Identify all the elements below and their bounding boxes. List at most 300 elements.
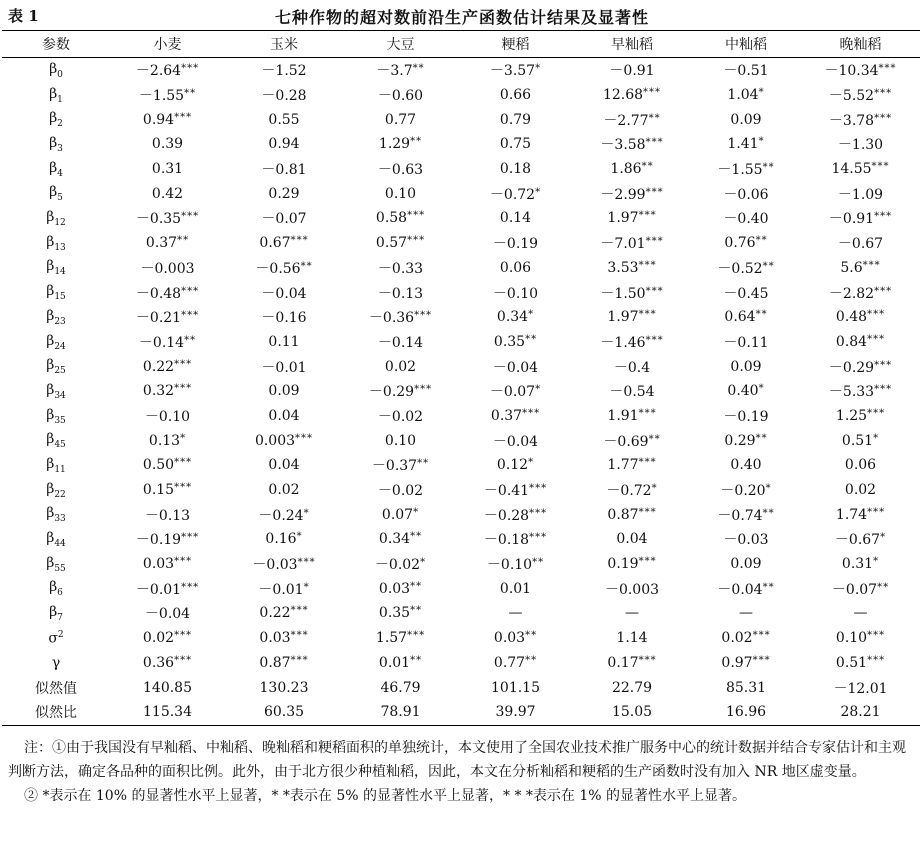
param-subscript: 13: [54, 242, 66, 253]
cell-value: －0.54: [609, 384, 655, 401]
cell-value: 0.003: [254, 432, 296, 449]
cell-value: —: [853, 605, 868, 622]
cell-value: －1.50: [600, 285, 646, 302]
value-cell: [691, 453, 801, 478]
cell-value: －0.14: [377, 334, 424, 351]
value-cell: [110, 404, 225, 429]
cell-value: －0.07: [831, 581, 878, 598]
cell-value: 0.04: [268, 457, 300, 474]
value-cell: [691, 206, 801, 231]
value-cell: [801, 157, 920, 182]
param-cell: [2, 576, 110, 601]
value-cell: [225, 527, 343, 552]
value-cell: [225, 453, 343, 478]
value-cell: [343, 256, 458, 281]
param-cell: [2, 231, 110, 256]
significance-stars: *: [420, 557, 427, 569]
column-header: 中籼稻: [725, 37, 767, 53]
param-symbol: β: [46, 505, 55, 522]
significance-stars: ***: [290, 654, 309, 666]
significance-stars: ***: [174, 358, 193, 370]
cell-value: 0.15: [142, 482, 175, 499]
cell-value: 1.04: [727, 87, 759, 104]
param-subscript: 23: [54, 316, 66, 327]
cell-value: 0.09: [730, 556, 762, 573]
value-cell: [110, 206, 225, 231]
value-cell: [458, 404, 573, 429]
cell-value: 0.03: [142, 556, 175, 573]
significance-stars: ***: [290, 630, 309, 642]
value-cell: [573, 700, 691, 725]
param-symbol: β: [46, 554, 55, 571]
cell-value: 0.97: [721, 654, 753, 671]
cell-value: －0.003: [604, 581, 660, 598]
cell-value: －3.78: [828, 112, 875, 129]
significance-stars: ***: [645, 236, 664, 248]
table-row: [2, 527, 920, 552]
value-cell: [110, 626, 225, 651]
value-cell: [225, 354, 343, 379]
value-cell: [225, 675, 343, 700]
value-cell: [110, 552, 225, 577]
value-cell: [225, 330, 343, 355]
significance-stars: **: [410, 136, 423, 148]
cell-value: －0.19: [723, 408, 769, 425]
significance-stars: ***: [867, 309, 886, 321]
significance-stars: **: [184, 334, 197, 346]
cell-value: －0.01: [258, 581, 304, 598]
cell-value: 0.01: [499, 580, 532, 597]
value-cell: [573, 280, 691, 305]
cell-value: 0.84: [835, 333, 868, 350]
significance-stars: ***: [867, 506, 886, 518]
cell-value: －0.04: [492, 433, 539, 450]
param-symbol: β: [46, 283, 55, 300]
value-cell: [225, 626, 343, 651]
significance-stars: **: [755, 235, 768, 247]
cell-value: －0.13: [377, 285, 424, 302]
value-cell: [691, 132, 801, 157]
cell-value: 0.03: [493, 630, 526, 647]
significance-stars: ***: [752, 654, 771, 666]
value-cell: [458, 651, 573, 676]
cell-value: 39.97: [495, 704, 536, 721]
value-cell: [801, 502, 920, 527]
value-cell: [225, 231, 343, 256]
cell-value: －0.72: [606, 483, 652, 500]
cell-value: －0.18: [483, 532, 530, 549]
cell-value: 0.06: [499, 259, 532, 276]
value-cell: [458, 379, 573, 404]
cell-value: 0.87: [259, 654, 291, 671]
significance-stars: ***: [174, 482, 193, 494]
value-cell: [801, 675, 920, 700]
value-cell: [225, 206, 343, 231]
cell-value: －0.45: [723, 285, 769, 302]
significance-stars: ***: [174, 111, 193, 123]
significance-stars: ***: [297, 557, 316, 569]
param-symbol: β: [49, 159, 58, 176]
value-cell: [343, 231, 458, 256]
cell-value: －2.82: [828, 285, 875, 302]
cell-value: －0.10: [144, 408, 191, 425]
value-cell: [801, 107, 920, 132]
cell-value: 0.09: [268, 383, 300, 400]
value-cell: [110, 330, 225, 355]
cell-value: －0.16: [261, 310, 307, 327]
cell-value: －0.07: [489, 384, 536, 401]
cell-value: －12.01: [833, 680, 888, 697]
cell-value: －0.33: [377, 260, 424, 277]
table-row: [2, 552, 920, 577]
cell-value: －5.33: [828, 384, 875, 401]
significance-stars: **: [755, 309, 768, 321]
cell-value: －0.06: [723, 186, 769, 203]
significance-stars: ***: [645, 334, 664, 346]
cell-value: －1.09: [837, 186, 884, 203]
value-cell: [691, 576, 801, 601]
value-cell: [458, 206, 573, 231]
cell-value: 60.35: [263, 704, 305, 721]
significance-stars: ***: [290, 235, 309, 247]
value-cell: [458, 305, 573, 330]
param-symbol: β: [46, 455, 55, 472]
value-cell: [458, 231, 573, 256]
significance-stars: ***: [407, 235, 426, 247]
value-cell: [801, 305, 920, 330]
cell-value: 1.14: [616, 630, 648, 647]
cell-value: －1.46: [600, 334, 646, 351]
value-cell: [343, 675, 458, 700]
significance-stars: **: [755, 432, 768, 444]
cell-value: 0.34: [496, 309, 529, 326]
table-row: [2, 626, 920, 651]
value-cell: [343, 651, 458, 676]
value-cell: [110, 428, 225, 453]
significance-stars: **: [762, 260, 775, 272]
table-row: [2, 700, 920, 725]
cell-value: －0.24: [258, 507, 304, 524]
cell-value: 0.40: [727, 383, 759, 400]
cell-value: 0.75: [499, 136, 532, 153]
cell-value: 0.07: [381, 506, 414, 523]
cell-value: －10.34: [824, 63, 879, 80]
cell-value: －3.58: [600, 137, 646, 154]
cell-value: －2.99: [600, 186, 646, 203]
cell-value: 0.57: [375, 235, 408, 252]
param-symbol: β: [49, 579, 58, 596]
param-subscript: 7: [57, 612, 63, 623]
cell-value: 0.10: [384, 432, 417, 449]
significance-stars: **: [525, 333, 538, 345]
value-cell: [110, 354, 225, 379]
value-cell: [343, 404, 458, 429]
value-cell: [343, 478, 458, 503]
value-cell: [225, 58, 343, 83]
value-cell: [573, 626, 691, 651]
cell-value: －0.28: [483, 507, 530, 524]
value-cell: [343, 206, 458, 231]
cell-value: －7.01: [600, 236, 646, 253]
significance-stars: ***: [638, 309, 657, 321]
cell-value: 0.39: [151, 136, 184, 153]
cell-value: 0.12: [496, 457, 529, 474]
value-cell: [343, 157, 458, 182]
cell-value: 115.34: [143, 704, 192, 721]
param-cell: [2, 206, 110, 231]
param-symbol: γ: [51, 654, 61, 671]
table-row: [2, 576, 920, 601]
value-cell: [110, 478, 225, 503]
value-cell: [573, 502, 691, 527]
cell-value: －0.63: [377, 162, 424, 179]
value-cell: [225, 478, 343, 503]
param-symbol: β: [49, 85, 58, 102]
value-cell: [458, 626, 573, 651]
value-cell: [573, 428, 691, 453]
significance-stars: *: [873, 432, 880, 444]
value-cell: [343, 280, 458, 305]
significance-stars: *: [303, 581, 310, 593]
value-cell: [801, 700, 920, 725]
param-subscript: 34: [54, 390, 66, 401]
cell-value: 0.29: [724, 432, 756, 449]
table-row: [2, 231, 920, 256]
value-cell: [343, 576, 458, 601]
cell-value: －0.03: [723, 532, 769, 549]
significance-stars: **: [300, 260, 313, 272]
param-cell: [2, 453, 110, 478]
cell-value: 1.97: [607, 210, 639, 227]
cell-value: 0.02: [721, 630, 753, 647]
value-cell: [573, 107, 691, 132]
cell-value: －0.11: [723, 334, 769, 351]
cell-value: 0.66: [499, 87, 532, 104]
cell-value: －0.81: [261, 162, 307, 179]
value-cell: [110, 651, 225, 676]
param-cell: [2, 107, 110, 132]
cell-value: －0.91: [609, 63, 655, 80]
significance-stars: **: [184, 88, 197, 100]
cell-value: －1.30: [837, 137, 884, 154]
value-cell: [573, 379, 691, 404]
value-cell: [458, 330, 573, 355]
cell-value: 0.02: [384, 358, 417, 375]
cell-value: 46.79: [380, 679, 421, 696]
value-cell: [110, 379, 225, 404]
cell-value: —: [739, 605, 753, 622]
param-cell: [2, 58, 110, 83]
cell-value: 0.42: [151, 185, 184, 202]
cell-value: 0.32: [142, 383, 175, 400]
param-symbol: β: [46, 480, 55, 497]
significance-stars: **: [648, 433, 661, 445]
value-cell: [691, 601, 801, 626]
value-cell: [343, 305, 458, 330]
cell-value: 0.94: [268, 136, 300, 153]
value-cell: [573, 404, 691, 429]
cell-value: －3.57: [489, 63, 536, 80]
param-symbol: β: [49, 60, 58, 77]
value-cell: [801, 231, 920, 256]
cell-value: －0.4: [613, 359, 651, 376]
table-title: 七种作物的超对数前沿生产函数估计结果及显著性: [274, 8, 649, 27]
value-cell: [458, 280, 573, 305]
cell-value: 0.29: [268, 185, 300, 202]
param-superscript: 2: [57, 629, 64, 640]
value-cell: [801, 552, 920, 577]
table-label: 表 1: [8, 7, 39, 25]
value-cell: [801, 601, 920, 626]
value-cell: [343, 132, 458, 157]
table-row: [2, 157, 920, 182]
value-cell: [691, 379, 801, 404]
significance-stars: ***: [174, 457, 193, 469]
value-cell: [801, 206, 920, 231]
param-subscript: 45: [54, 440, 66, 451]
significance-stars: ***: [752, 630, 771, 642]
cell-value: 0.51: [841, 432, 874, 449]
cell-value: 3.53: [607, 259, 639, 276]
param-symbol: β: [46, 233, 55, 250]
value-cell: [691, 675, 801, 700]
value-cell: [343, 552, 458, 577]
param-subscript: 3: [57, 143, 63, 154]
value-cell: [343, 428, 458, 453]
param-cell: [2, 700, 110, 725]
cell-value: －0.29: [368, 384, 415, 401]
param-cell: [2, 330, 110, 355]
value-cell: [225, 601, 343, 626]
significance-stars: ***: [874, 359, 893, 371]
cell-value: －0.19: [135, 532, 182, 549]
value-cell: [573, 552, 691, 577]
value-cell: [458, 675, 573, 700]
significance-stars: ***: [638, 210, 657, 222]
param-symbol: β: [46, 258, 55, 275]
cell-value: 1.57: [375, 630, 408, 647]
value-cell: [110, 280, 225, 305]
value-cell: [801, 576, 920, 601]
cell-value: 0.06: [844, 457, 877, 474]
significance-stars: ***: [522, 407, 541, 419]
value-cell: [801, 256, 920, 281]
value-cell: [110, 132, 225, 157]
table-row: [2, 132, 920, 157]
column-header: 大豆: [386, 37, 415, 53]
param-subscript: 33: [54, 514, 66, 525]
column-header: 粳稻: [501, 37, 530, 53]
significance-stars: ***: [867, 654, 886, 666]
cell-value: 5.6: [840, 259, 863, 276]
value-cell: [343, 354, 458, 379]
value-cell: [691, 58, 801, 83]
cell-value: 0.04: [268, 407, 300, 424]
cell-value: 0.16: [265, 531, 297, 548]
value-cell: [458, 132, 573, 157]
column-header: 早籼稻: [611, 37, 653, 53]
significance-stars: *: [413, 506, 420, 518]
cell-value: －0.04: [717, 581, 763, 598]
cell-value: 0.19: [607, 556, 639, 573]
column-header: 晚籼稻: [839, 37, 882, 53]
value-cell: [458, 601, 573, 626]
significance-stars: ***: [529, 507, 548, 519]
param-cell: [2, 132, 110, 157]
value-cell: [801, 651, 920, 676]
significance-stars: ***: [645, 285, 664, 297]
significance-stars: ***: [645, 137, 664, 149]
significance-stars: **: [877, 581, 890, 593]
cell-value: 0.17: [607, 654, 639, 671]
cell-value: －0.02: [374, 557, 421, 574]
cell-value: －0.19: [492, 236, 539, 253]
value-cell: [691, 478, 801, 503]
cell-value: 0.67: [259, 235, 291, 252]
cell-value: —: [625, 605, 639, 622]
cell-value: 0.77: [384, 111, 417, 128]
cell-value: 0.01: [378, 654, 411, 671]
cell-value: 1.29: [378, 136, 411, 153]
significance-stars: *: [873, 556, 880, 568]
significance-stars: ***: [862, 259, 881, 271]
cell-value: 0.50: [142, 457, 175, 474]
significance-stars: ***: [874, 88, 893, 100]
value-cell: [573, 330, 691, 355]
cell-value: 0.10: [835, 630, 868, 647]
cell-value: 130.23: [259, 679, 309, 696]
significance-stars: ***: [638, 654, 657, 666]
cell-value: －0.48: [135, 285, 182, 302]
table-body: [2, 58, 920, 726]
value-cell: [110, 502, 225, 527]
value-cell: [110, 107, 225, 132]
cell-value: －0.04: [144, 606, 191, 623]
param-cell: [2, 157, 110, 182]
significance-stars: ***: [181, 211, 200, 223]
value-cell: [801, 626, 920, 651]
value-cell: [225, 305, 343, 330]
value-cell: [458, 552, 573, 577]
cell-value: 0.04: [616, 531, 648, 548]
significance-stars: ***: [290, 605, 309, 617]
value-cell: [458, 576, 573, 601]
value-cell: [801, 527, 920, 552]
cell-value: 0.31: [151, 161, 184, 178]
value-cell: [691, 626, 801, 651]
param-symbol: 似然比: [35, 705, 77, 722]
cell-value: －0.01: [135, 581, 182, 598]
param-subscript: 12: [54, 217, 66, 228]
table-row: [2, 330, 920, 355]
significance-stars: **: [525, 654, 538, 666]
value-cell: [573, 601, 691, 626]
cell-value: －0.37: [371, 458, 418, 475]
value-cell: [225, 552, 343, 577]
value-cell: [801, 330, 920, 355]
value-cell: [225, 651, 343, 676]
significance-stars: *: [758, 136, 765, 148]
cell-value: －3.7: [376, 63, 413, 80]
cell-value: 0.35: [493, 333, 526, 350]
cell-value: －0.04: [261, 285, 307, 302]
value-cell: [225, 132, 343, 157]
param-cell: [2, 552, 110, 577]
table-row: [2, 354, 920, 379]
cell-value: 1.74: [835, 506, 868, 523]
value-cell: [801, 280, 920, 305]
cell-value: 0.77: [493, 654, 526, 671]
